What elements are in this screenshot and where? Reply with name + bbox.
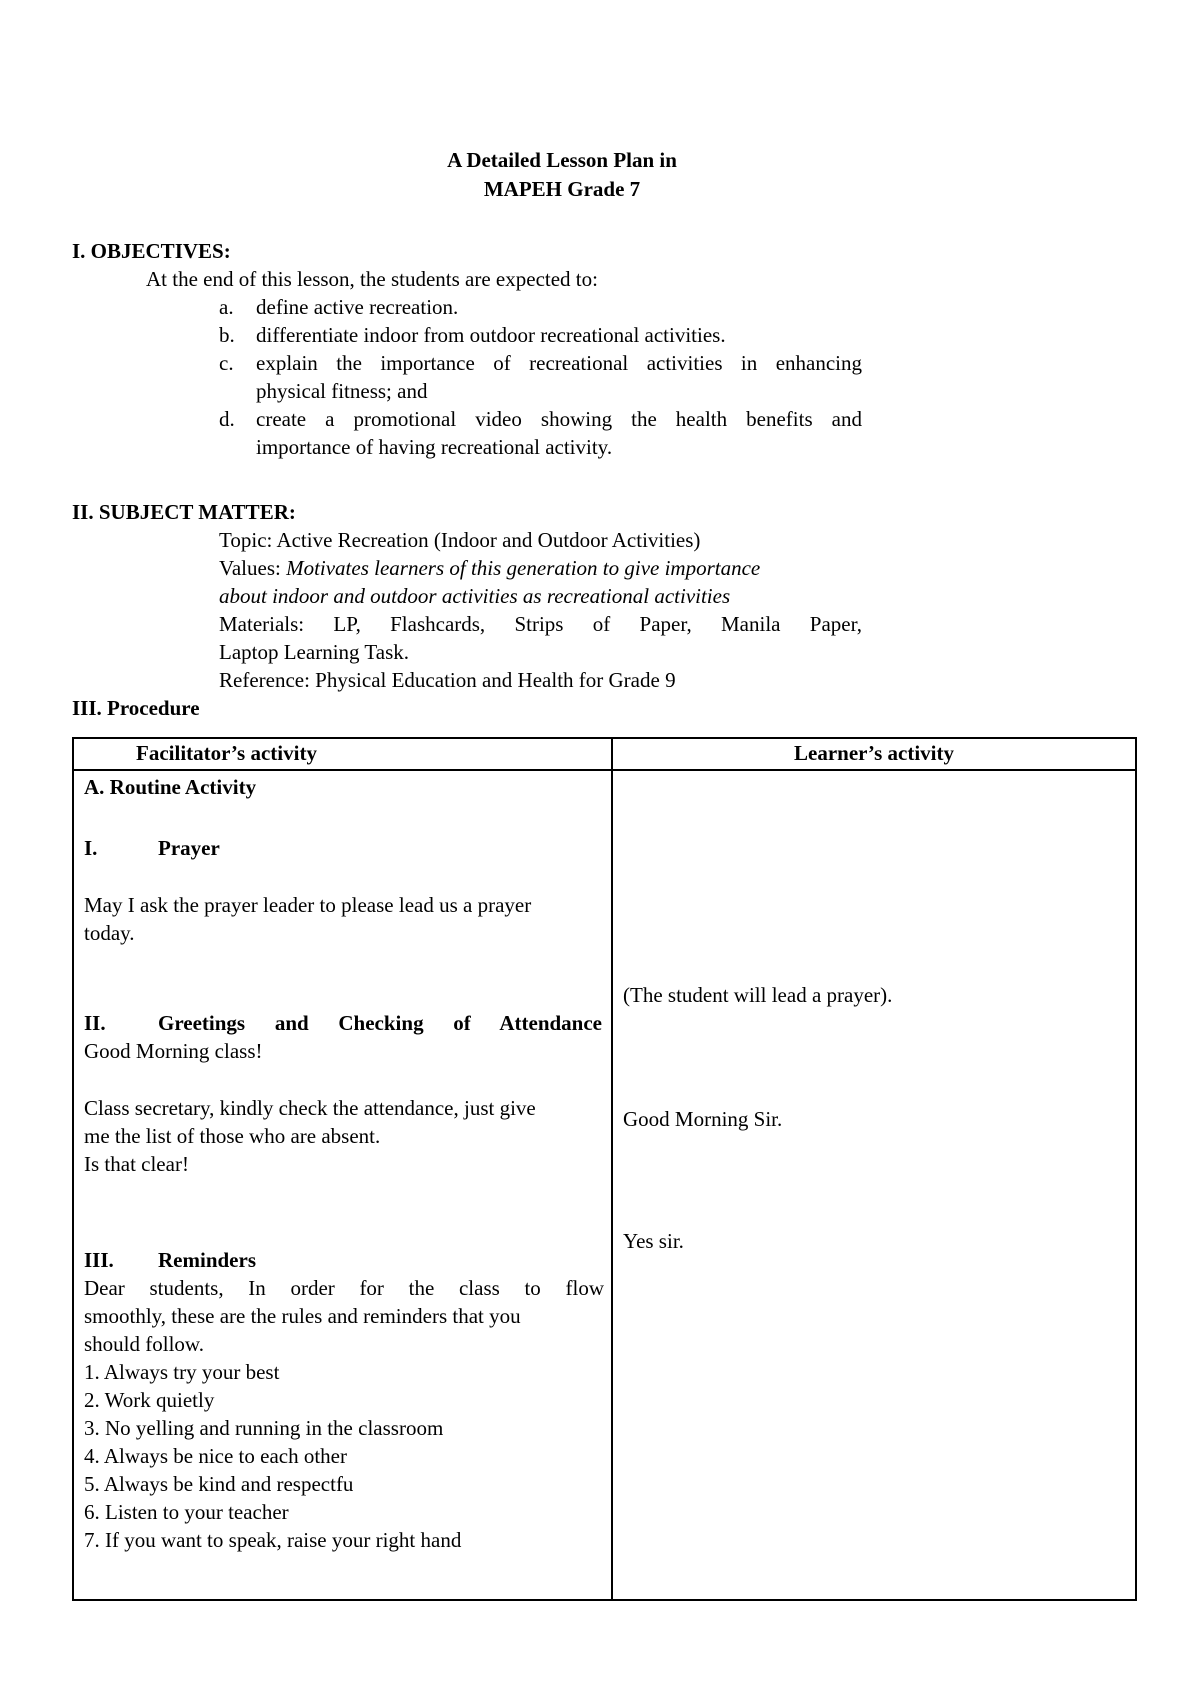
rule-item: 3. No yelling and running in the classroom [84, 1416, 444, 1440]
reminders-heading: Reminders [158, 1248, 256, 1272]
reminders-intro-end: should follow. [84, 1332, 204, 1356]
subject-matter-heading: II. SUBJECT MATTER: [72, 500, 296, 524]
objective-text: create a promotional video showing the health benefits and [256, 407, 862, 431]
learner-clear-response: Yes sir. [623, 1229, 684, 1253]
facilitator-column-header: Facilitator’s activity [73, 738, 612, 770]
subject-reference: Reference: Physical Education and Health for Grade 9 [219, 668, 676, 692]
reminders-intro-cont: smoothly, these are the rules and reminders that you [84, 1304, 521, 1328]
subject-values [219, 554, 862, 582]
rule-item: 5. Always be kind and respectfu [84, 1472, 354, 1496]
objectives-intro: At the end of this lesson, the students are expected to: [146, 267, 598, 291]
attendance-text: Class secretary, kindly check the attendance, just give [84, 1096, 536, 1120]
learner-cell [612, 770, 1136, 1600]
objective-marker: a. [219, 295, 234, 319]
routine-activity-heading: A. Routine Activity [84, 775, 257, 799]
greetings-number: II. [84, 1011, 106, 1035]
objective-text: differentiate indoor from outdoor recreational activities. [256, 323, 726, 347]
objectives-heading: I. OBJECTIVES: [72, 239, 231, 263]
procedure-heading: III. Procedure [72, 696, 200, 720]
attendance-text-cont: me the list of those who are absent. [84, 1124, 381, 1148]
objective-marker: c. [219, 351, 234, 375]
subject-values-cont: about indoor and outdoor activities as recreational activities [219, 584, 731, 608]
learner-prayer-response: (The student will lead a prayer). [623, 983, 893, 1007]
greetings-text: Good Morning class! [84, 1039, 263, 1063]
procedure-table [72, 737, 1137, 1601]
subject-topic: Topic: Active Recreation (Indoor and Outdoor Activities) [219, 528, 701, 552]
rule-item: 2. Work quietly [84, 1388, 215, 1412]
facilitator-cell [73, 770, 612, 1600]
greetings-heading: Greetings and Checking of Attendance [158, 1011, 602, 1035]
subject-materials-cont: Laptop Learning Task. [219, 640, 410, 664]
objective-marker: d. [219, 407, 235, 431]
prayer-text-cont: today. [84, 921, 135, 945]
document-title-line1: A Detailed Lesson Plan in [447, 148, 677, 172]
values-text: Motivates learners of this generation to give importance [286, 556, 761, 580]
values-label: Values: [219, 556, 287, 580]
procedure-header-row [73, 738, 1136, 770]
objective-text: explain the importance of recreational activities in enhancing [256, 351, 862, 375]
document-title-line2: MAPEH Grade 7 [483, 177, 641, 201]
rule-item: 7. If you want to speak, raise your right hand [84, 1528, 462, 1552]
reminders-intro: Dear students, In order for the class to flow [84, 1276, 604, 1300]
prayer-number: I. [84, 836, 98, 860]
prayer-text: May I ask the prayer leader to please lead us a prayer [84, 893, 532, 917]
objective-marker: b. [219, 323, 235, 347]
learner-column-header: Learner’s activity [612, 738, 1136, 770]
rule-item: 6. Listen to your teacher [84, 1500, 289, 1524]
prayer-heading: Prayer [158, 836, 220, 860]
reminders-number: III. [84, 1248, 114, 1272]
rule-item: 4. Always be nice to each other [84, 1444, 347, 1468]
attendance-question: Is that clear! [84, 1152, 189, 1176]
objective-text: define active recreation. [256, 295, 459, 319]
subject-materials: Materials: LP, Flashcards, Strips of Paper, Manila Paper, [219, 612, 862, 636]
objective-text-cont: physical fitness; and [256, 379, 428, 403]
rule-item: 1. Always try your best [84, 1360, 280, 1384]
objective-text-cont: importance of having recreational activity. [256, 435, 613, 459]
procedure-body-row [73, 770, 1136, 1600]
learner-greeting-response: Good Morning Sir. [623, 1107, 783, 1131]
